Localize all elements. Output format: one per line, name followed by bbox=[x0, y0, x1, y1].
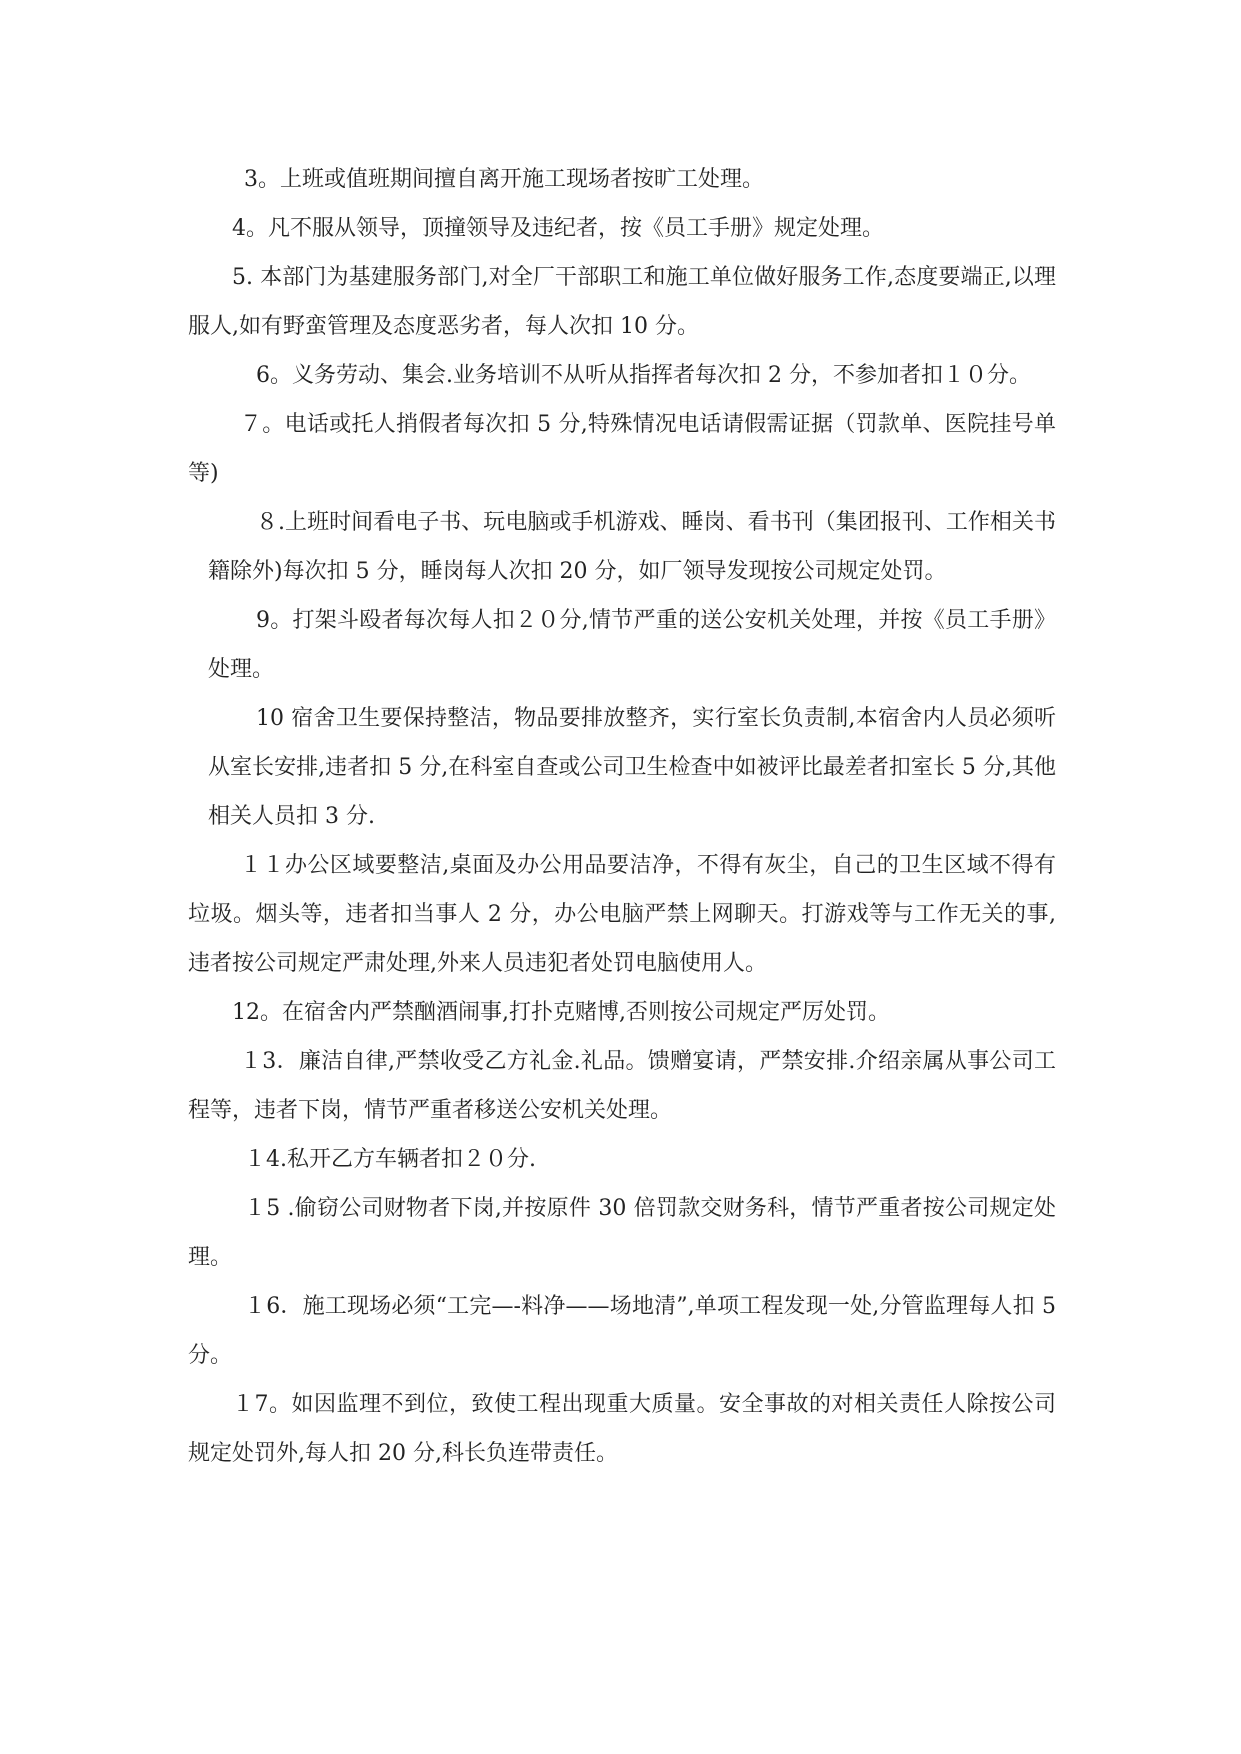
paragraph-17: １7。如因监理不到位，致使工程出现重大质量。安全事故的对相关责任人除按公司规定处罚外,每人扣 20 分,科长负连带责任。 bbox=[188, 1392, 1056, 1466]
paragraph-5: 5. 本部门为基建服务部门,对全厂干部职工和施工单位做好服务工作,态度要端正,以理服人,如有野蛮管理及态度恶劣者，每人次扣 10 分。 bbox=[188, 265, 1056, 339]
paragraph-9: 9。打架斗殴者每次每人扣２０分,情节严重的送公安机关处理，并按《员工手册》处理。 bbox=[208, 608, 1056, 682]
paragraph-15: １5 .偷窃公司财物者下岗,并按原件 30 倍罚款交财务科，情节严重者按公司规定处理。 bbox=[188, 1196, 1056, 1270]
paragraph-6: 6。义务劳动、集会.业务培训不从听从指挥者每次扣 2 分，不参加者扣１０分。 bbox=[256, 363, 1031, 388]
paragraph-8: ８.上班时间看电子书、玩电脑或手机游戏、睡岗、看书刊（集团报刊、工作相关书籍除外)每次扣 5 分，睡岗每人次扣 20 分，如厂领导发现按公司规定处罚。 bbox=[208, 510, 1056, 584]
document-body bbox=[188, 155, 1056, 1478]
paragraph-12: 12。在宿舍内严禁酗酒闹事,打扑克赌博,否则按公司规定严厉处罚。 bbox=[232, 1000, 890, 1025]
paragraph-13: １3．廉洁自律,严禁收受乙方礼金.礼品。馈赠宴请，严禁安排.介绍亲属从事公司工程等，违者下岗，情节严重者移送公安机关处理。 bbox=[188, 1049, 1056, 1123]
paragraph-11: １１办公区域要整洁,桌面及办公用品要洁净，不得有灰尘，自己的卫生区域不得有垃圾。烟头等，违者扣当事人 2 分，办公电脑严禁上网聊天。打游戏等与工作无关的事,违者按公司规定严肃处理,外来人员违犯者处罚电脑使用人。 bbox=[188, 853, 1056, 976]
paragraph-16: １6．施工现场必须“工完—-料净——场地清”,单项工程发现一处,分管监理每人扣 5 分。 bbox=[188, 1294, 1056, 1368]
paragraph-7: ７。电话或托人捎假者每次扣 5 分,特殊情况电话请假需证据（罚款单、医院挂号单等) bbox=[188, 412, 1056, 486]
paragraph-4: 4。凡不服从领导，顶撞领导及违纪者，按《员工手册》规定处理。 bbox=[232, 216, 884, 241]
paragraph-14: １4.私开乙方车辆者扣２０分. bbox=[244, 1147, 536, 1172]
paragraph-10: 10 宿舍卫生要保持整洁，物品要排放整齐，实行室长负责制,本宿舍内人员必须听从室长安排,违者扣 5 分,在科室自查或公司卫生检查中如被评比最差者扣室长 5 分,其他相关人员扣 3 分. bbox=[208, 706, 1056, 829]
paragraph-3: 3。上班或值班期间擅自离开施工现场者按旷工处理。 bbox=[244, 167, 764, 192]
